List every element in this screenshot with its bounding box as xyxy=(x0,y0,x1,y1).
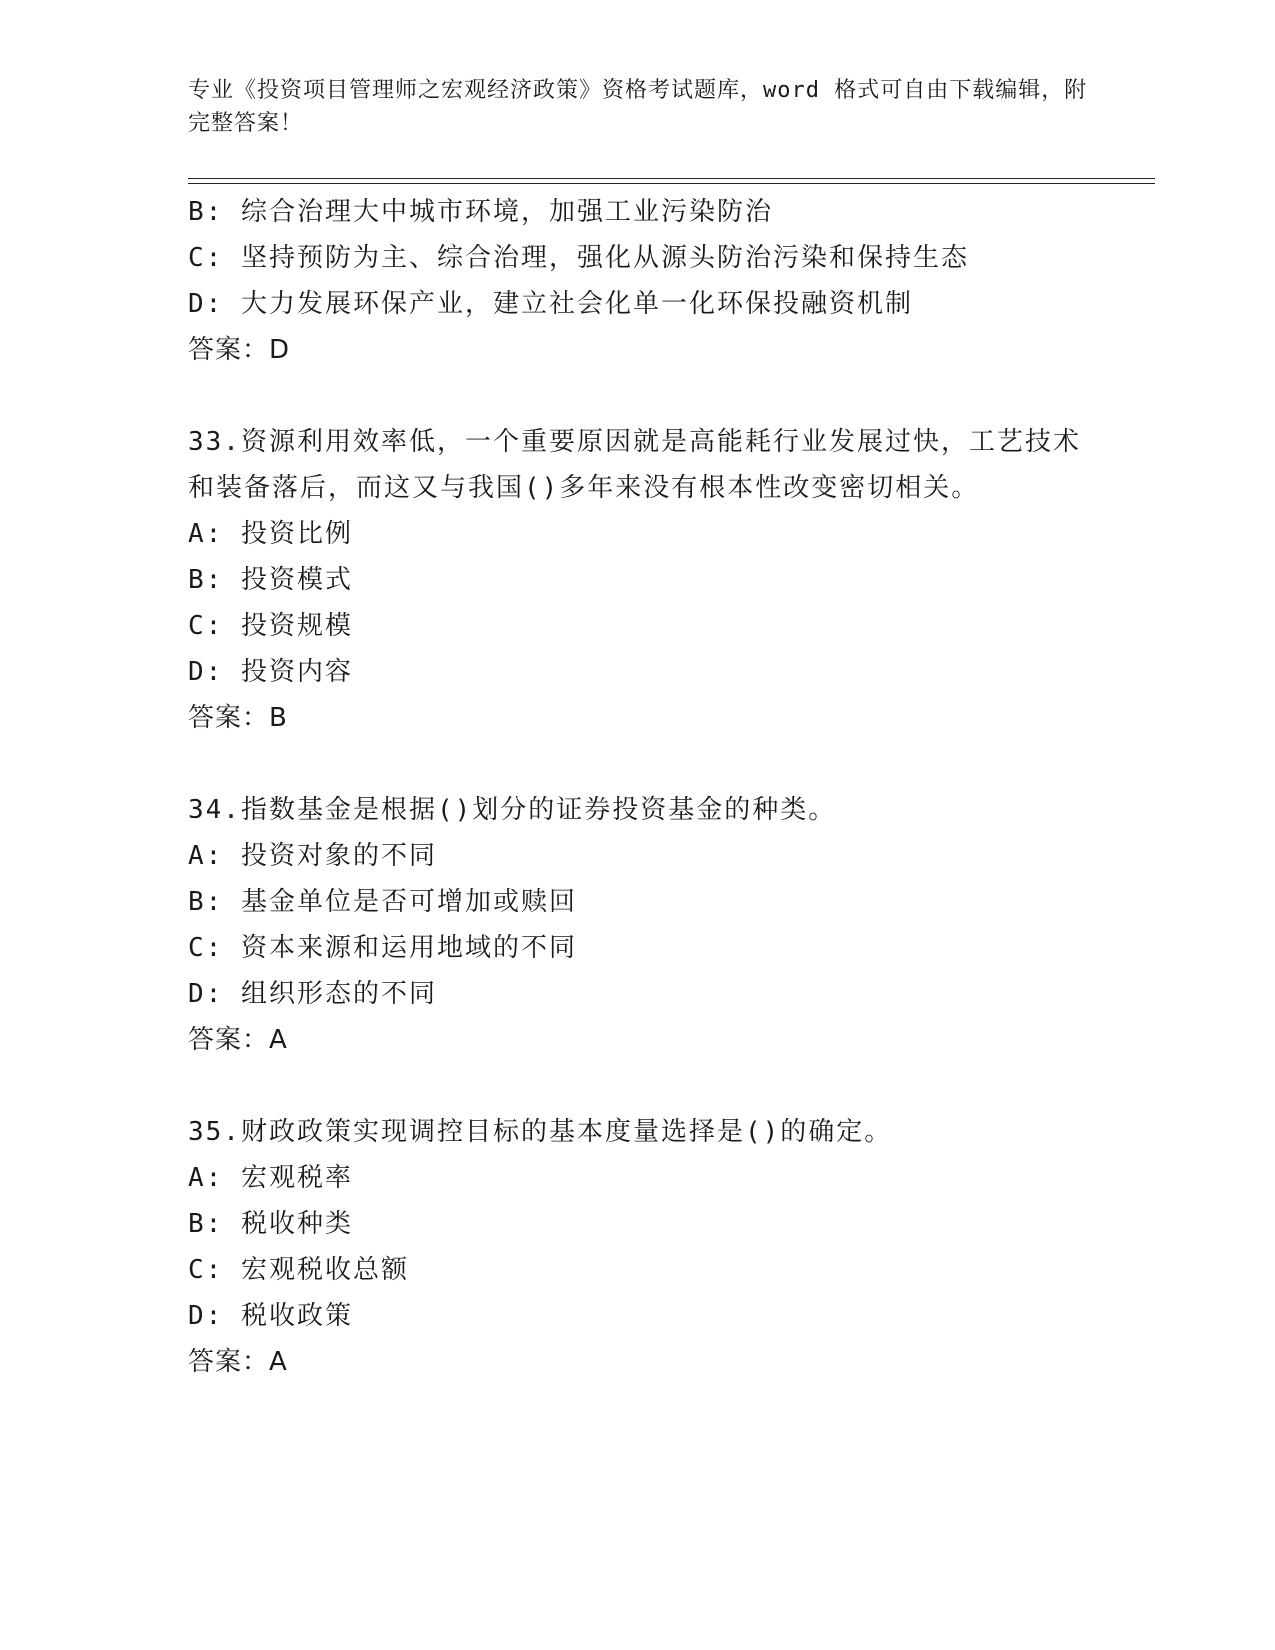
document-body xyxy=(188,189,1128,1385)
option-d: D: 大力发展环保产业，建立社会化单一化环保投融资机制 xyxy=(188,289,913,319)
option-d: D: 税收政策 xyxy=(188,1301,353,1331)
option-c: C: 宏观税收总额 xyxy=(188,1255,409,1285)
option-b: B: 投资模式 xyxy=(188,565,353,595)
question-text: 34.指数基金是根据()划分的证券投资基金的种类。 xyxy=(188,795,837,825)
option-b: B: 综合治理大中城市环境，加强工业污染防治 xyxy=(188,197,773,227)
question-text: 35.财政政策实现调控目标的基本度量选择是()的确定。 xyxy=(188,1117,893,1147)
answer-label: 答案：D xyxy=(188,335,291,365)
option-a: A: 宏观税率 xyxy=(188,1163,353,1193)
question-33 xyxy=(188,419,1128,741)
option-c: C: 投资规模 xyxy=(188,611,353,641)
answer-label: 答案：A xyxy=(188,1347,288,1377)
header-divider-top xyxy=(188,178,1155,179)
option-b: B: 基金单位是否可增加或赎回 xyxy=(188,887,577,917)
answer-label: 答案：B xyxy=(188,703,288,733)
option-d: D: 投资内容 xyxy=(188,657,353,687)
option-a: A: 投资对象的不同 xyxy=(188,841,437,871)
question-34 xyxy=(188,787,1128,1063)
option-d: D: 组织形态的不同 xyxy=(188,979,437,1009)
option-b: B: 税收种类 xyxy=(188,1209,353,1239)
answer-label: 答案：A xyxy=(188,1025,288,1055)
question-text: 33.资源利用效率低，一个重要原因就是高能耗行业发展过快，工艺技术和装备落后，而这又与我国()多年来没有根本性改变密切相关。 xyxy=(188,427,1081,503)
option-a: A: 投资比例 xyxy=(188,519,353,549)
header-divider-bottom xyxy=(188,183,1155,184)
option-c: C: 坚持预防为主、综合治理，强化从源头防治污染和保持生态 xyxy=(188,243,969,273)
option-c: C: 资本来源和运用地域的不同 xyxy=(188,933,577,963)
question-35 xyxy=(188,1109,1128,1385)
question-32-continued xyxy=(188,189,1128,373)
document-header: 专业《投资项目管理师之宏观经济政策》资格考试题库，word 格式可自由下载编辑，附完整答案！ xyxy=(188,78,1088,136)
